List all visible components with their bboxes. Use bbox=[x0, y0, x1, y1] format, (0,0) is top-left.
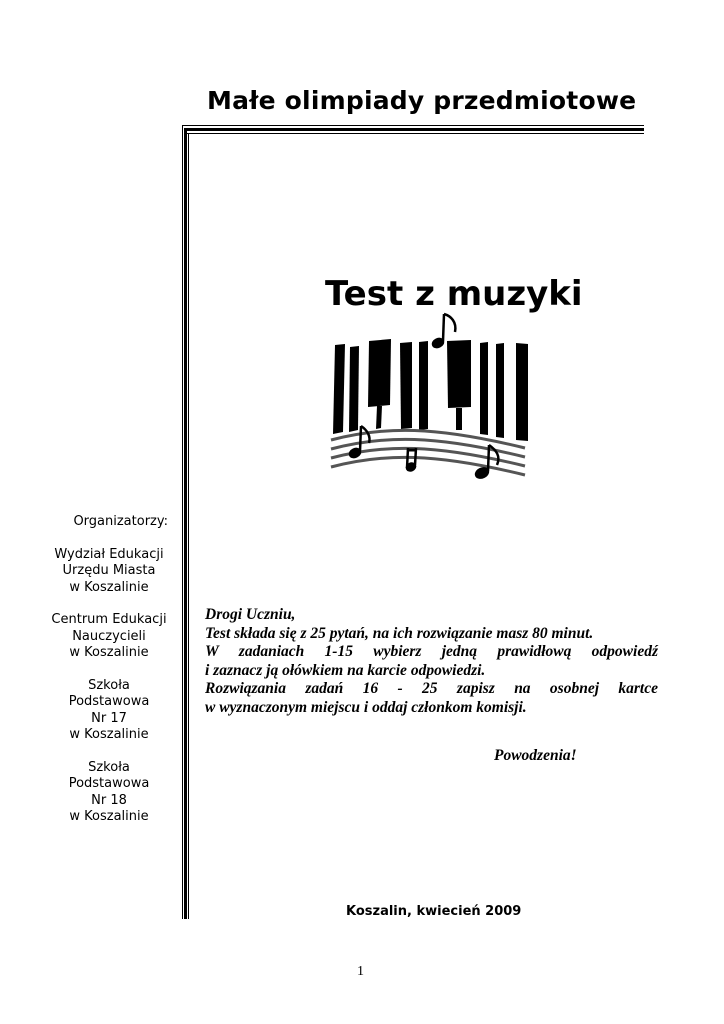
organizer-line: w Koszalinie bbox=[69, 645, 149, 660]
organizer-line: Szkoła bbox=[88, 759, 130, 775]
organizer-entry bbox=[42, 612, 176, 662]
organizers-label: Organizatorzy: bbox=[73, 514, 168, 529]
instruction-line: i zaznacz ją ołówkiem na karcie odpowiedzi. bbox=[205, 661, 486, 679]
organizer-line: Nr 17 bbox=[91, 710, 127, 726]
closing-text: Powodzenia! bbox=[494, 747, 577, 764]
organizer-entry bbox=[42, 760, 176, 826]
piano-keys-music-notes-icon bbox=[325, 310, 537, 486]
place-date: Koszalin, kwiecień 2009 bbox=[346, 904, 522, 919]
instruction-line: w wyznaczonym miejscu i oddaj członkom komisji. bbox=[205, 698, 527, 716]
greeting: Drogi Uczniu, bbox=[205, 606, 296, 623]
organizers-column bbox=[42, 514, 176, 842]
organizer-line: w Koszalinie bbox=[69, 809, 149, 824]
organizer-entry bbox=[42, 678, 176, 744]
instruction-line: Test składa się z 25 pytań, na ich rozwiązanie masz 80 minut. bbox=[205, 624, 594, 642]
instruction-line: Rozwiązania zadań 16 - 25 zapisz na osobnej kartce bbox=[205, 680, 658, 697]
organizer-line: w Koszalinie bbox=[69, 727, 149, 742]
instructions-text bbox=[205, 606, 658, 717]
organizer-line: Centrum Edukacji bbox=[51, 612, 167, 627]
organizer-line: Szkoła bbox=[88, 677, 130, 693]
organizer-line: Podstawowa bbox=[68, 694, 150, 709]
document-title: Test z muzyki bbox=[325, 274, 583, 314]
organizer-line: Nr 18 bbox=[91, 792, 127, 808]
organizer-line: Urzędu Miasta bbox=[62, 563, 156, 578]
organizer-line: Nauczycieli bbox=[72, 628, 146, 644]
organizer-line: Wydział Edukacji bbox=[54, 546, 164, 562]
instruction-line: W zadaniach 1-15 wybierz jedną prawidłową odpowiedź bbox=[205, 643, 658, 660]
organizer-line: w Koszalinie bbox=[69, 579, 149, 595]
page-header-title: Małe olimpiady przedmiotowe bbox=[207, 86, 637, 115]
page-number: 1 bbox=[357, 964, 364, 979]
organizer-entry bbox=[42, 547, 176, 597]
organizer-line: Podstawowa bbox=[68, 776, 150, 791]
